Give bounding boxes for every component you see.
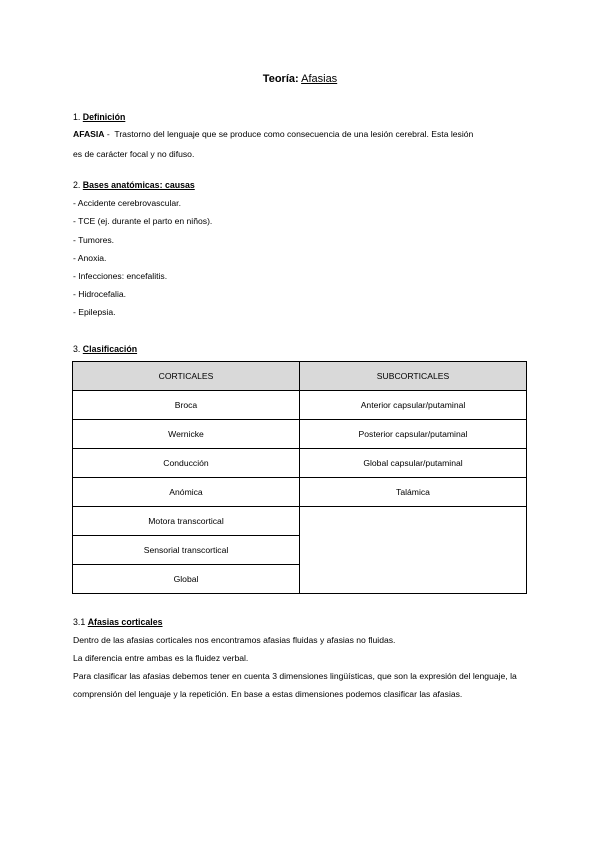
subcortical-cell: Anterior capsular/putaminal <box>300 391 527 420</box>
cause-item: - Tumores. <box>73 235 115 245</box>
table-row <box>73 449 527 478</box>
section-2-heading <box>73 179 195 191</box>
cause-item: - Epilepsia. <box>73 307 116 317</box>
table-row <box>73 507 527 536</box>
title-topic: Afasias <box>301 73 338 85</box>
cortical-cell: Conducción <box>73 449 300 478</box>
cause-item: - Hidrocefalia. <box>73 289 127 299</box>
cortical-cell: Anómica <box>73 478 300 507</box>
cortical-cell: Broca <box>73 391 300 420</box>
table-row <box>73 478 527 507</box>
section-31-heading <box>73 616 163 628</box>
table-row <box>73 420 527 449</box>
cause-item: - TCE (ej. durante el parto en niños). <box>73 216 213 226</box>
cortical-cell: Sensorial transcortical <box>73 536 300 565</box>
subcortical-cell: Talámica <box>300 478 527 507</box>
cause-item: - Accidente cerebrovascular. <box>73 198 181 208</box>
definition-line-2: es de carácter focal y no difuso. <box>73 149 195 159</box>
cortical-cell: Wernicke <box>73 420 300 449</box>
classification-table <box>72 361 527 594</box>
paragraph-line: Dentro de las afasias corticales nos encontramos afasias fluidas y afasias no fluidas. <box>73 635 396 645</box>
cortical-cell: Motora transcortical <box>73 507 300 536</box>
definition-text: - Trastorno del lenguaje que se produce como consecuencia de una lesión cerebral. Esta lesión <box>104 129 474 139</box>
subcortical-empty-cell <box>300 507 527 594</box>
section-1-heading <box>73 111 125 123</box>
section-3-title: Clasificación <box>82 344 138 354</box>
page-title <box>0 73 600 85</box>
section-2-title: Bases anatómicas: causas <box>82 180 195 190</box>
subcortical-cell: Global capsular/putaminal <box>300 449 527 478</box>
cortical-cell: Global <box>73 565 300 594</box>
title-prefix: Teoría: <box>262 73 299 85</box>
cause-item: - Infecciones: encefalitis. <box>73 271 168 281</box>
section-31-title: Afasias corticales <box>87 617 163 627</box>
definition-term: AFASIA <box>73 129 105 139</box>
subcortical-cell: Posterior capsular/putaminal <box>300 420 527 449</box>
section-31-number: 3.1 <box>73 617 86 627</box>
section-2-number: 2. <box>73 180 81 190</box>
definition-line-1 <box>73 128 473 140</box>
header-corticales: CORTICALES <box>73 362 300 391</box>
cause-item: - Anoxia. <box>73 253 107 263</box>
table-header-row <box>73 362 527 391</box>
section-1-number: 1. <box>73 112 81 122</box>
table-row <box>73 391 527 420</box>
section-1-title: Definición <box>82 112 126 122</box>
section-3-number: 3. <box>73 344 81 354</box>
header-subcorticales: SUBCORTICALES <box>300 362 527 391</box>
paragraph-line: La diferencia entre ambas es la fluidez verbal. <box>73 653 249 663</box>
paragraph-block: Para clasificar las afasias debemos tener en cuenta 3 dimensiones lingüísticas, que son la expresión del lenguaje, la comprensión del lenguaje y la repetición. En base a estas dimensiones podemos clasificar las afasias. <box>73 671 517 699</box>
section-3-heading <box>73 343 137 355</box>
